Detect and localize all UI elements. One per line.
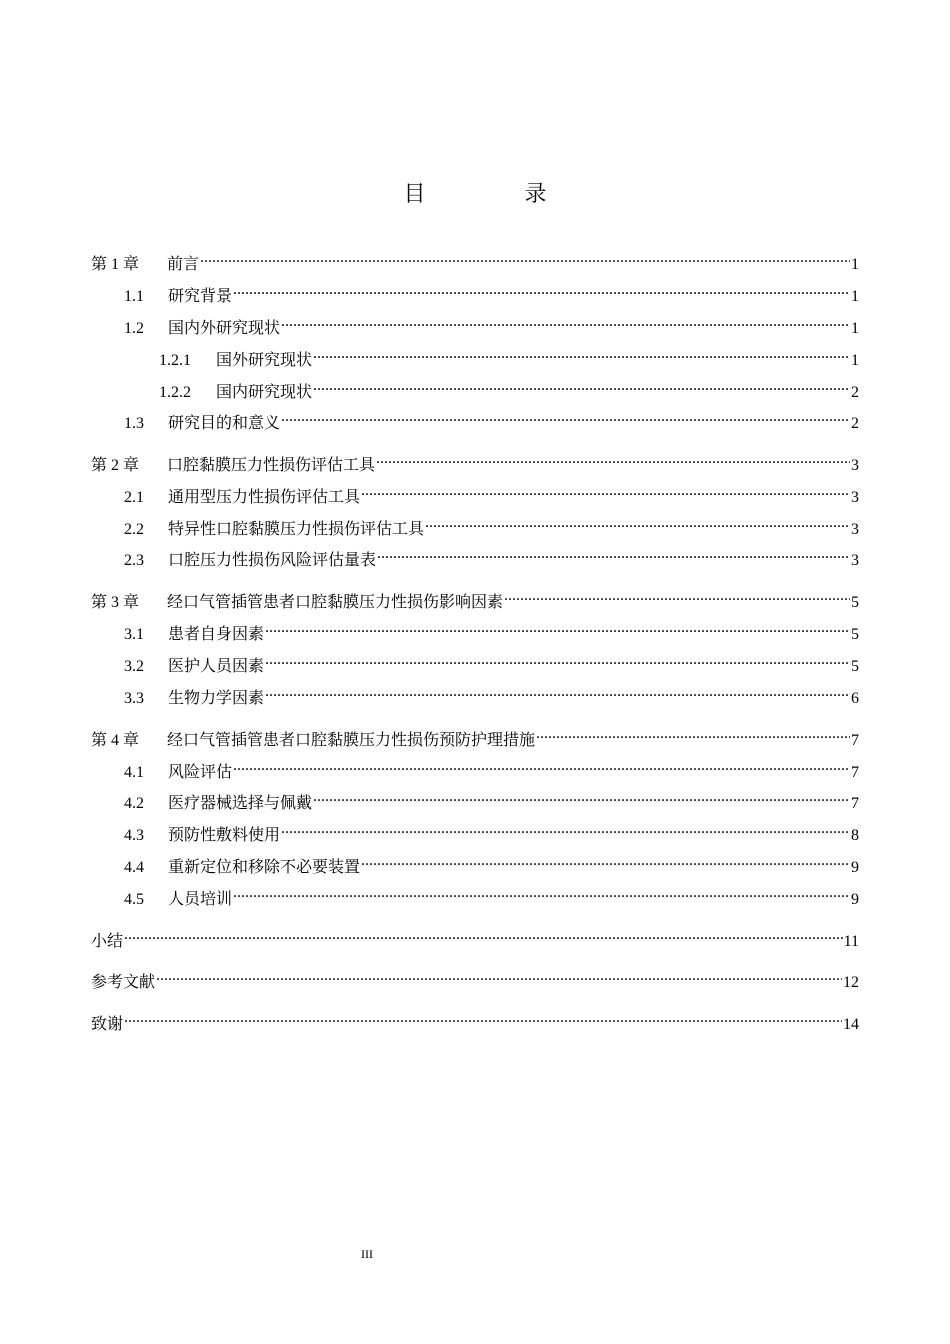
toc-entry-number: 4.1 bbox=[124, 764, 144, 781]
toc-entry-number: 第 4 章 bbox=[91, 732, 140, 749]
dot-leader bbox=[281, 406, 850, 428]
toc-entry-title: 前言 bbox=[167, 254, 200, 273]
toc-entry-page: 2 bbox=[851, 415, 859, 432]
toc-entry[interactable] bbox=[91, 585, 859, 611]
toc-entry-number: 第 3 章 bbox=[91, 594, 140, 611]
toc-entry-title: 风险评估 bbox=[168, 762, 233, 781]
dot-leader bbox=[313, 786, 850, 808]
toc-entry[interactable] bbox=[124, 311, 859, 337]
toc-entry-number: 第 2 章 bbox=[91, 457, 140, 474]
page-number: III bbox=[361, 1247, 373, 1261]
toc-entry-page: 14 bbox=[843, 1016, 859, 1033]
toc-entry-title: 国内研究现状 bbox=[216, 382, 313, 401]
dot-leader bbox=[425, 512, 850, 534]
toc-entry-number: 3.2 bbox=[124, 658, 144, 675]
toc-entry-number: 1.2.2 bbox=[159, 384, 191, 401]
toc-entry-page: 3 bbox=[851, 552, 859, 569]
toc-entry-title: 人员培训 bbox=[168, 889, 233, 908]
toc-entry[interactable] bbox=[124, 649, 859, 675]
toc-entry-number: 2.2 bbox=[124, 521, 144, 538]
toc-entry-page: 9 bbox=[851, 859, 859, 876]
dot-leader bbox=[233, 882, 850, 904]
toc-entry-title: 重新定位和移除不必要装置 bbox=[168, 857, 361, 876]
toc-entry[interactable] bbox=[124, 681, 859, 707]
toc-entry-title: 预防性敷料使用 bbox=[168, 825, 281, 844]
toc-entry-title: 通用型压力性损伤评估工具 bbox=[168, 487, 361, 506]
toc-entry-number: 1.2 bbox=[124, 320, 144, 337]
toc-entry-number: 1.2.1 bbox=[159, 352, 191, 369]
dot-leader bbox=[504, 585, 850, 607]
toc-entry-number: 4.2 bbox=[124, 795, 144, 812]
toc-entry-page: 3 bbox=[851, 489, 859, 506]
toc-entry-title: 国内外研究现状 bbox=[168, 318, 281, 337]
toc-entry-title: 致谢 bbox=[91, 1014, 124, 1033]
toc-entry[interactable] bbox=[91, 723, 859, 749]
dot-leader bbox=[361, 480, 850, 502]
dot-leader bbox=[233, 755, 850, 777]
toc-entry[interactable] bbox=[124, 882, 859, 908]
toc-entry-number: 第 1 章 bbox=[91, 256, 140, 273]
dot-leader bbox=[124, 1007, 842, 1029]
toc-entry[interactable] bbox=[91, 1007, 859, 1033]
dot-leader bbox=[265, 649, 850, 671]
toc-entry-page: 5 bbox=[851, 594, 859, 611]
dot-leader bbox=[376, 448, 850, 470]
toc-entry-page: 1 bbox=[851, 352, 859, 369]
toc-entry-title: 研究目的和意义 bbox=[168, 413, 281, 432]
toc-entry[interactable] bbox=[91, 448, 859, 474]
dot-leader bbox=[265, 681, 850, 703]
toc-entry-page: 11 bbox=[843, 933, 859, 950]
toc-entry-title: 医疗器械选择与佩戴 bbox=[168, 793, 313, 812]
dot-leader bbox=[281, 311, 850, 333]
toc-entry[interactable] bbox=[124, 543, 859, 569]
toc-entry-number: 2.1 bbox=[124, 489, 144, 506]
toc-entry-page: 7 bbox=[851, 795, 859, 812]
toc-entry-number: 1.1 bbox=[124, 288, 144, 305]
toc-entry-page: 5 bbox=[851, 658, 859, 675]
toc-entry[interactable] bbox=[124, 480, 859, 506]
dot-leader bbox=[377, 543, 850, 565]
toc-entry-title: 研究背景 bbox=[168, 286, 233, 305]
toc-entry-page: 3 bbox=[851, 457, 859, 474]
dot-leader bbox=[265, 617, 850, 639]
toc-entry[interactable] bbox=[91, 247, 859, 273]
toc-entry-page: 1 bbox=[851, 288, 859, 305]
toc-entry-title: 经口气管插管患者口腔黏膜压力性损伤预防护理措施 bbox=[167, 730, 536, 749]
dot-leader bbox=[156, 965, 842, 987]
toc-entry-title: 小结 bbox=[91, 931, 124, 950]
toc-entry[interactable] bbox=[124, 512, 859, 538]
dot-leader bbox=[361, 850, 850, 872]
toc-entry-number: 3.3 bbox=[124, 690, 144, 707]
toc-entry-page: 3 bbox=[851, 521, 859, 538]
toc-entry-title: 生物力学因素 bbox=[168, 688, 265, 707]
toc-entry[interactable] bbox=[124, 818, 859, 844]
toc-entry-number: 4.3 bbox=[124, 827, 144, 844]
toc-entry-number: 4.5 bbox=[124, 891, 144, 908]
toc-entry[interactable] bbox=[124, 755, 859, 781]
toc-entry-title: 国外研究现状 bbox=[216, 350, 313, 369]
toc-entry-number: 3.1 bbox=[124, 626, 144, 643]
dot-leader bbox=[124, 924, 843, 946]
toc-entry-title: 参考文献 bbox=[91, 972, 156, 991]
toc-entry-page: 7 bbox=[851, 732, 859, 749]
dot-leader bbox=[313, 375, 850, 397]
toc-entry-title: 患者自身因素 bbox=[168, 624, 265, 643]
toc-entry-page: 2 bbox=[851, 384, 859, 401]
toc-entry[interactable] bbox=[124, 279, 859, 305]
toc-entry[interactable] bbox=[124, 406, 859, 432]
toc-entry-page: 7 bbox=[851, 764, 859, 781]
toc-entry-title: 经口气管插管患者口腔黏膜压力性损伤影响因素 bbox=[167, 592, 504, 611]
toc-entry-page: 1 bbox=[851, 320, 859, 337]
toc-entry-title: 口腔黏膜压力性损伤评估工具 bbox=[167, 455, 376, 474]
toc-entry[interactable] bbox=[159, 343, 859, 369]
toc-entry-page: 9 bbox=[851, 891, 859, 908]
toc-entry-page: 8 bbox=[851, 827, 859, 844]
dot-leader bbox=[233, 279, 850, 301]
toc-entry-title: 医护人员因素 bbox=[168, 656, 265, 675]
page-title: 目 录 bbox=[403, 182, 593, 207]
toc-entry-page: 6 bbox=[851, 690, 859, 707]
toc-entry-number: 2.3 bbox=[124, 552, 144, 569]
toc-entry[interactable] bbox=[159, 375, 859, 401]
toc-entry-title: 口腔压力性损伤风险评估量表 bbox=[168, 550, 377, 569]
toc-entry-page: 5 bbox=[851, 626, 859, 643]
dot-leader bbox=[313, 343, 850, 365]
toc-entry[interactable] bbox=[124, 617, 859, 643]
dot-leader bbox=[281, 818, 850, 840]
toc-entry[interactable] bbox=[91, 965, 859, 991]
toc-entry-number: 1.3 bbox=[124, 415, 144, 432]
toc-entry[interactable] bbox=[124, 850, 859, 876]
toc-entry-page: 1 bbox=[851, 256, 859, 273]
toc-entry[interactable] bbox=[91, 924, 859, 950]
dot-leader bbox=[200, 247, 850, 269]
toc-entry-number: 4.4 bbox=[124, 859, 144, 876]
dot-leader bbox=[536, 723, 850, 745]
toc-entry-page: 12 bbox=[843, 974, 859, 991]
toc-entry-title: 特异性口腔黏膜压力性损伤评估工具 bbox=[168, 519, 425, 538]
toc-entry[interactable] bbox=[124, 786, 859, 812]
